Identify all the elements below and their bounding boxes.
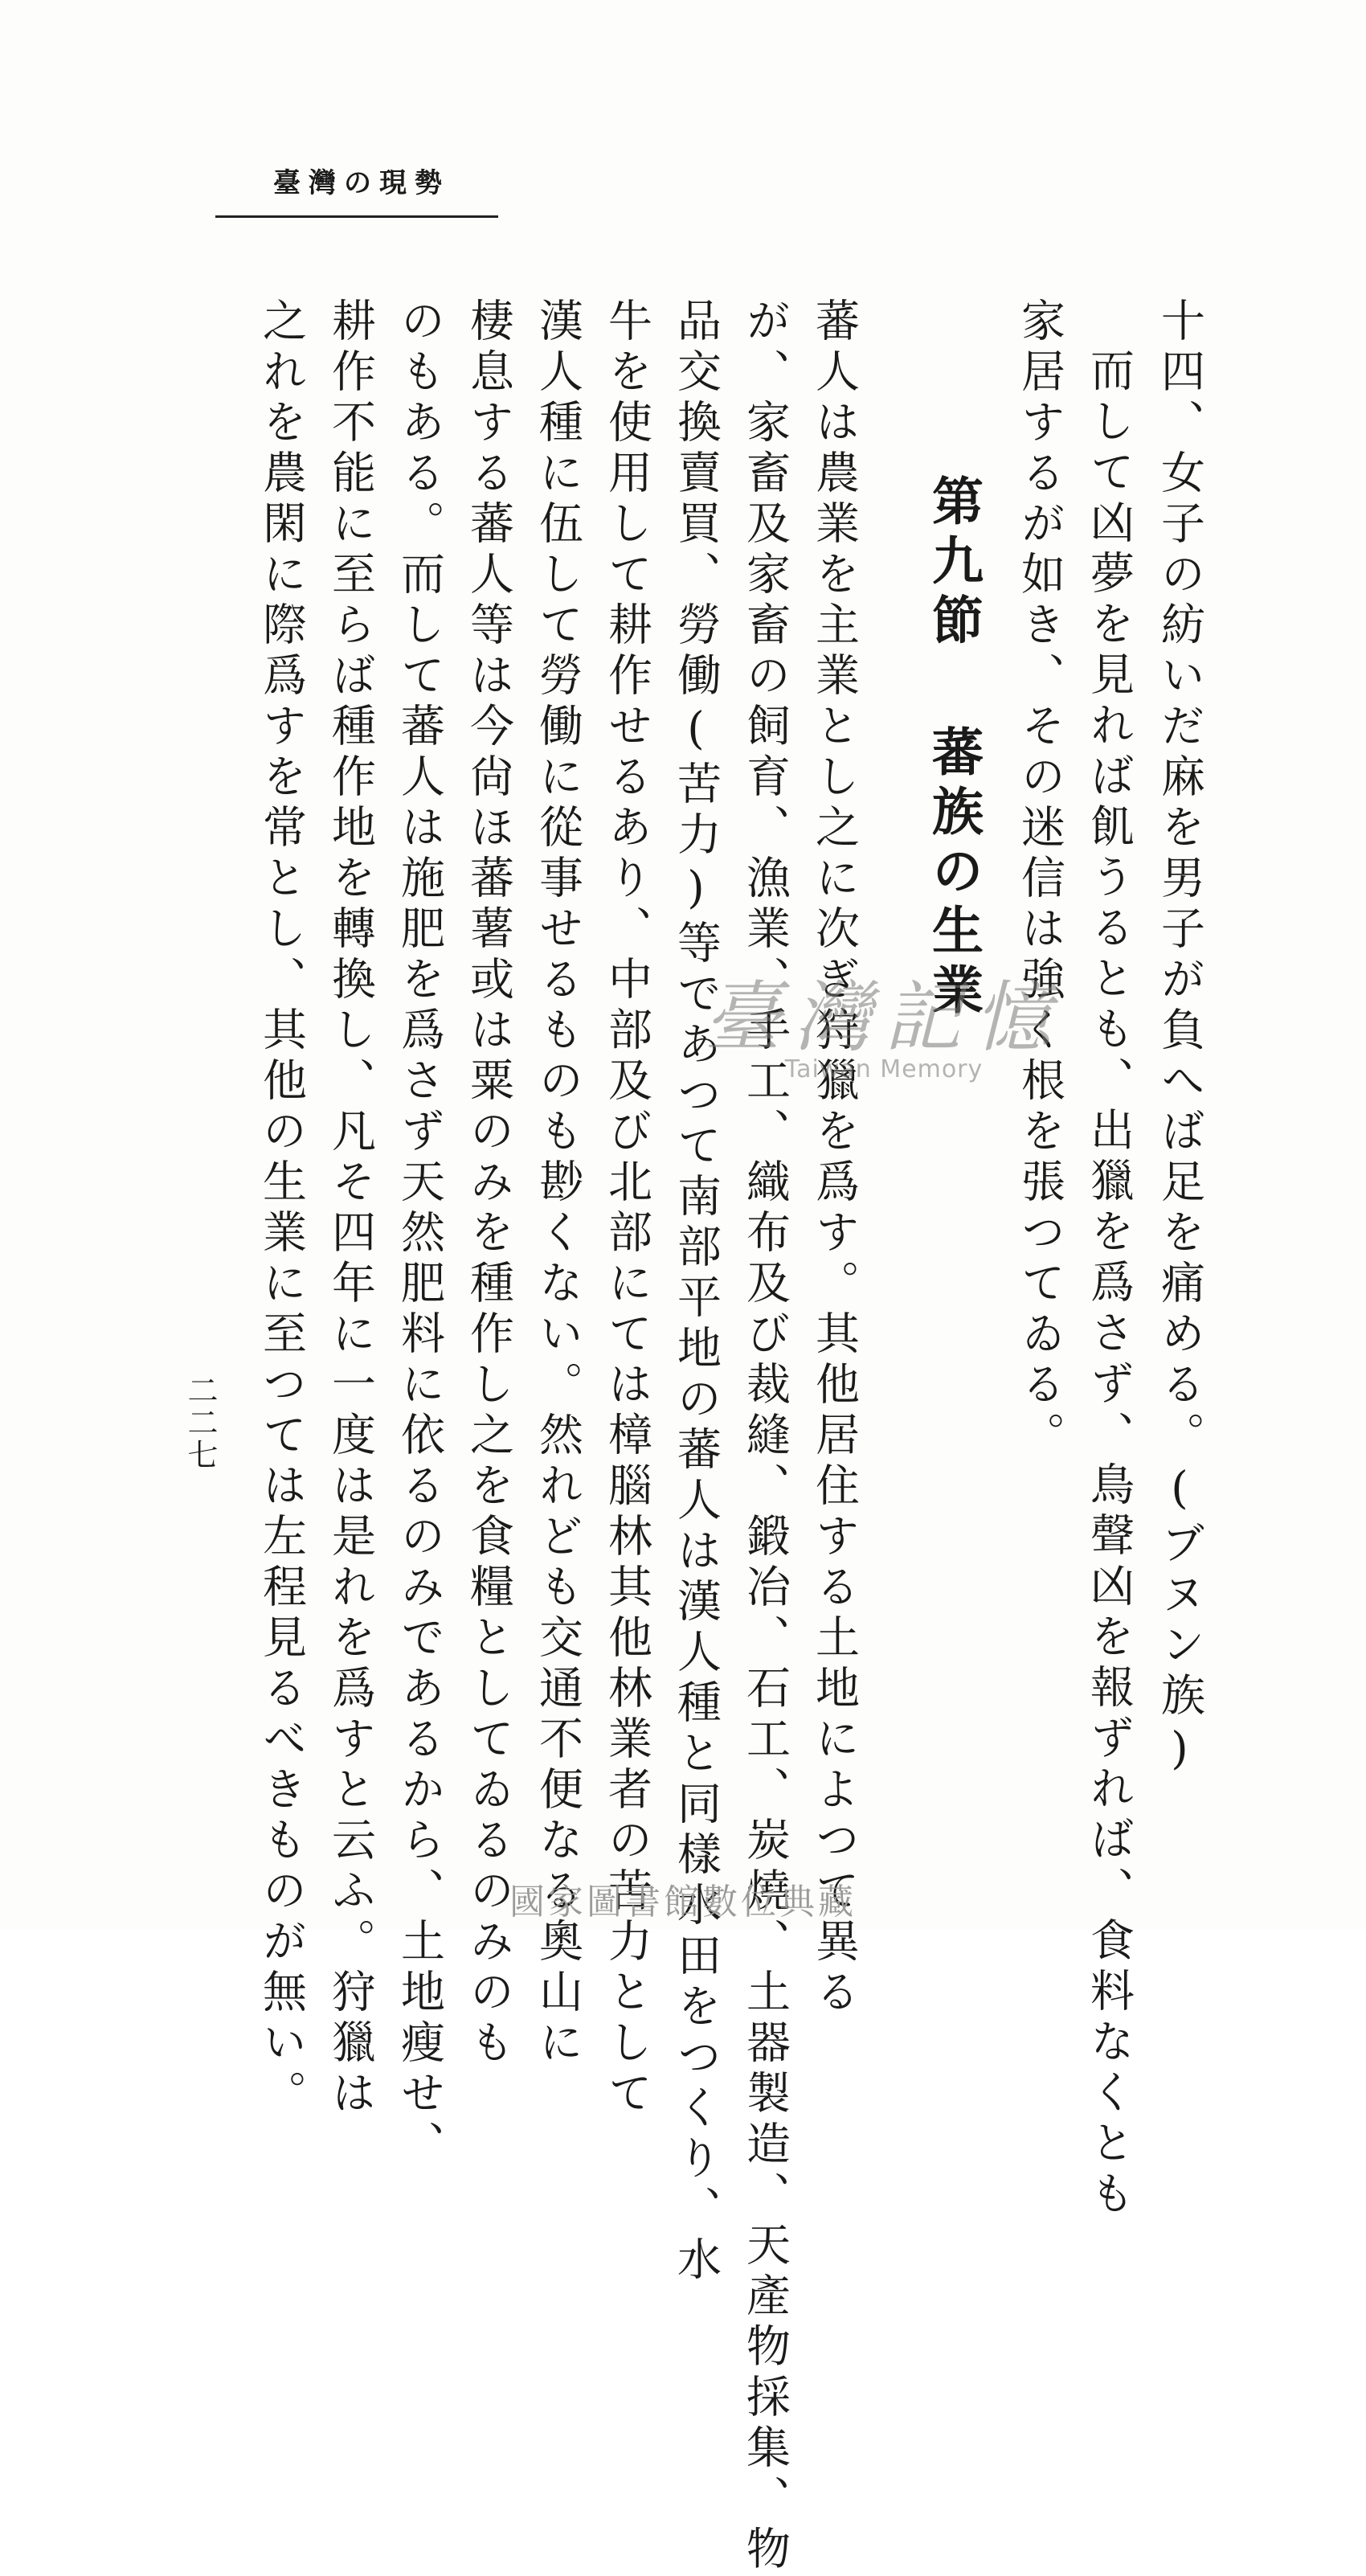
paragraph-start: 蕃人は農業を主業とし之に次ぎ狩獵を爲す。其他居住する土地によつて異る [808, 297, 860, 2019]
header-rule [215, 215, 498, 218]
text-column-5: が、家畜及家畜の飼育、漁業、手工、織布及び裁縫、鍛冶、石工、炭燒、土器製造、天產物採集、物 [739, 297, 791, 2576]
text-column-7: 牛を使用して耕作せるあり、中部及び北部にては樟腦林其他林業者の苦力として [601, 297, 652, 2120]
text-column-4 [808, 297, 860, 2019]
watermark-main: 臺灣記憶 [704, 973, 1064, 1063]
section-heading [916, 474, 990, 1022]
page-number: 二二七 [182, 1374, 218, 1471]
watermark-sub: Taiwan Memory [784, 1055, 984, 1083]
text-column-3: 家居するが如き、その迷信は強く根を張つてゐる。 [1014, 297, 1065, 1462]
text-column-12: 之れを農閑に際爲すを常とし、其他の生業に至つては左程見るべきものが無い。 [256, 297, 307, 2120]
section-heading-number: 第九節 [923, 474, 984, 653]
text-column-10: のもある。而して蕃人は施肥を爲さず天然肥料に依るのみであるから、土地瘦せ、 [394, 297, 445, 2171]
library-footer: 國家圖書館數位典藏 [509, 1882, 857, 1923]
text-column-11: 耕作不能に至らば種作地を轉換し、凡そ四年に一度は是れを爲すと云ふ。狩獵は [325, 297, 376, 2120]
text-column-8: 漢人種に伍して勞働に從事せるものも尠くない。然れども交通不便なる奧山に [532, 297, 583, 2070]
section-heading-title: 蕃族の生業 [923, 725, 984, 1022]
text-column-6: 品交換賣買、勞働(苦力)等であつて南部平地の蕃人は漢人種と同樣水田をつくり、水 [670, 297, 722, 2287]
text-column-2: 而して凶夢を見れば飢うるとも、出獵を爲さず、鳥聲凶を報ずれば、食料なくとも [1083, 347, 1135, 2221]
text-column-1: 十四、女子の紡いだ麻を男子が負へば足を痛める。(ブヌン族) [1154, 297, 1205, 1780]
text-column-9: 棲息する蕃人等は今尙ほ蕃薯或は粟のみを種作し之を食糧としてゐるのみのも [463, 297, 514, 2070]
running-header: 臺灣の現勢 [273, 167, 450, 199]
